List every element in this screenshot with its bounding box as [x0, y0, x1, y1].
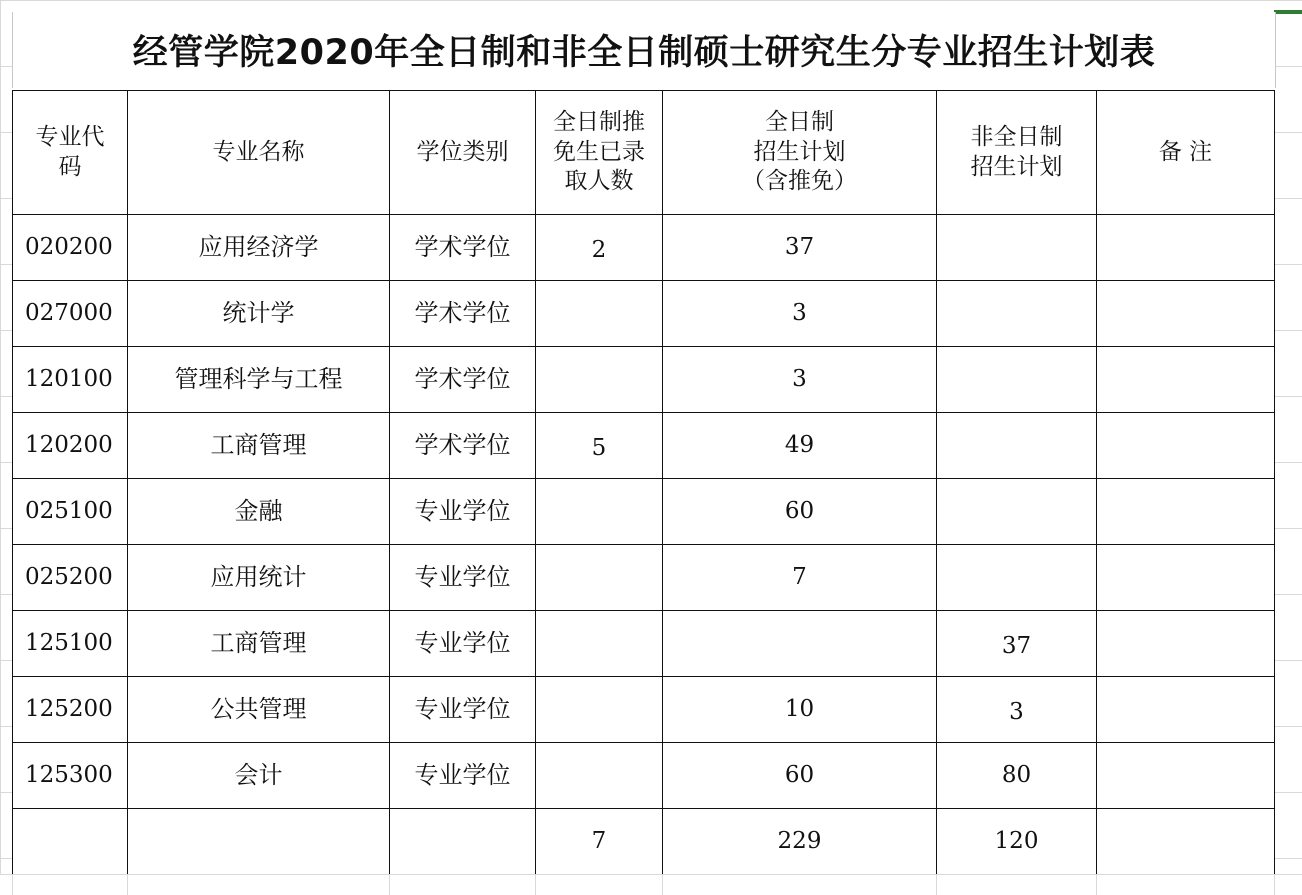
- cell-remark[interactable]: [1097, 347, 1275, 413]
- cell-fulltime[interactable]: 49: [663, 413, 937, 479]
- cell-degree[interactable]: 专业学位: [390, 479, 536, 545]
- cell-fulltime[interactable]: [663, 611, 937, 677]
- cell-degree[interactable]: [390, 809, 536, 875]
- cell-fulltime[interactable]: 10: [663, 677, 937, 743]
- enrollment-plan-table: [12, 90, 1275, 875]
- cell-name[interactable]: [128, 809, 390, 875]
- cell-name[interactable]: 会计: [128, 743, 390, 809]
- total-parttime[interactable]: 120: [937, 809, 1097, 875]
- sheet-corner-indicator: [1274, 10, 1302, 14]
- totals-row: [13, 809, 1275, 875]
- header-code[interactable]: 专业代 码: [13, 91, 128, 215]
- grid-line: [1274, 875, 1275, 895]
- cell-parttime[interactable]: 3: [937, 677, 1097, 743]
- cell-remark[interactable]: [1097, 743, 1275, 809]
- cell-code[interactable]: 125200: [13, 677, 128, 743]
- cell-parttime[interactable]: [937, 479, 1097, 545]
- cell-remark[interactable]: [1097, 809, 1275, 875]
- cell-fulltime[interactable]: 3: [663, 281, 937, 347]
- cell-remark[interactable]: [1097, 545, 1275, 611]
- cell-degree[interactable]: 学术学位: [390, 413, 536, 479]
- cell-remark[interactable]: [1097, 281, 1275, 347]
- cell-code[interactable]: 025100: [13, 479, 128, 545]
- grid-line: [936, 875, 937, 895]
- cell-degree[interactable]: 学术学位: [390, 281, 536, 347]
- cell-degree[interactable]: 专业学位: [390, 545, 536, 611]
- cell-name[interactable]: 工商管理: [128, 611, 390, 677]
- table-row: [13, 479, 1275, 545]
- cell-remark[interactable]: [1097, 215, 1275, 281]
- header-remark[interactable]: 备 注: [1097, 91, 1275, 215]
- cell-fulltime[interactable]: 3: [663, 347, 937, 413]
- cell-name[interactable]: 应用经济学: [128, 215, 390, 281]
- table-row: [13, 347, 1275, 413]
- cell-code[interactable]: 125100: [13, 611, 128, 677]
- table-row: [13, 743, 1275, 809]
- cell-parttime[interactable]: [937, 545, 1097, 611]
- cell-recommended[interactable]: [536, 479, 663, 545]
- cell-remark[interactable]: [1097, 677, 1275, 743]
- table-row: [13, 545, 1275, 611]
- cell-parttime[interactable]: 80: [937, 743, 1097, 809]
- cell-recommended[interactable]: [536, 347, 663, 413]
- grid-line: [1096, 875, 1097, 895]
- cell-parttime[interactable]: [937, 215, 1097, 281]
- cell-code[interactable]: 125300: [13, 743, 128, 809]
- total-fulltime[interactable]: 229: [663, 809, 937, 875]
- cell-recommended[interactable]: 2: [536, 215, 663, 281]
- cell-name[interactable]: 工商管理: [128, 413, 390, 479]
- cell-remark[interactable]: [1097, 611, 1275, 677]
- cell-name[interactable]: 管理科学与工程: [128, 347, 390, 413]
- grid-line: [662, 875, 663, 895]
- header-name[interactable]: 专业名称: [128, 91, 390, 215]
- cell-name[interactable]: 公共管理: [128, 677, 390, 743]
- cell-recommended[interactable]: [536, 545, 663, 611]
- cell-remark[interactable]: [1097, 479, 1275, 545]
- grid-line: [12, 875, 13, 895]
- cell-fulltime[interactable]: 7: [663, 545, 937, 611]
- cell-parttime[interactable]: [937, 281, 1097, 347]
- table-row: [13, 215, 1275, 281]
- grid-line: [535, 875, 536, 895]
- cell-recommended[interactable]: [536, 743, 663, 809]
- cell-code[interactable]: 020200: [13, 215, 128, 281]
- table-row: [13, 677, 1275, 743]
- grid-line: [127, 875, 128, 895]
- cell-code[interactable]: 027000: [13, 281, 128, 347]
- cell-code[interactable]: 120200: [13, 413, 128, 479]
- table-row: [13, 611, 1275, 677]
- cell-name[interactable]: 金融: [128, 479, 390, 545]
- table-row: [13, 281, 1275, 347]
- cell-name[interactable]: 应用统计: [128, 545, 390, 611]
- grid-line: [389, 875, 390, 895]
- cell-code[interactable]: 025200: [13, 545, 128, 611]
- cell-parttime[interactable]: 37: [937, 611, 1097, 677]
- cell-degree[interactable]: 专业学位: [390, 743, 536, 809]
- cell-parttime[interactable]: [937, 347, 1097, 413]
- cell-parttime[interactable]: [937, 413, 1097, 479]
- cell-recommended[interactable]: [536, 611, 663, 677]
- cell-recommended[interactable]: 5: [536, 413, 663, 479]
- header-recommended[interactable]: 全日制推 免生已录 取人数: [536, 91, 663, 215]
- cell-code[interactable]: 120100: [13, 347, 128, 413]
- header-parttime[interactable]: 非全日制 招生计划: [937, 91, 1097, 215]
- cell-fulltime[interactable]: 37: [663, 215, 937, 281]
- cell-fulltime[interactable]: 60: [663, 743, 937, 809]
- cell-degree[interactable]: 学术学位: [390, 347, 536, 413]
- cell-name[interactable]: 统计学: [128, 281, 390, 347]
- total-recommended[interactable]: 7: [536, 809, 663, 875]
- cell-degree[interactable]: 学术学位: [390, 215, 536, 281]
- cell-recommended[interactable]: [536, 677, 663, 743]
- cell-recommended[interactable]: [536, 281, 663, 347]
- header-row: [13, 91, 1275, 215]
- cell-degree[interactable]: 专业学位: [390, 677, 536, 743]
- table-title: 经管学院2020年全日制和非全日制硕士研究生分专业招生计划表: [12, 12, 1276, 88]
- empty-sheet-row: [0, 874, 1302, 895]
- cell-code[interactable]: [13, 809, 128, 875]
- cell-fulltime[interactable]: 60: [663, 479, 937, 545]
- header-fulltime[interactable]: 全日制 招生计划 （含推免）: [663, 91, 937, 215]
- header-degree[interactable]: 学位类别: [390, 91, 536, 215]
- cell-degree[interactable]: 专业学位: [390, 611, 536, 677]
- table-row: [13, 413, 1275, 479]
- cell-remark[interactable]: [1097, 413, 1275, 479]
